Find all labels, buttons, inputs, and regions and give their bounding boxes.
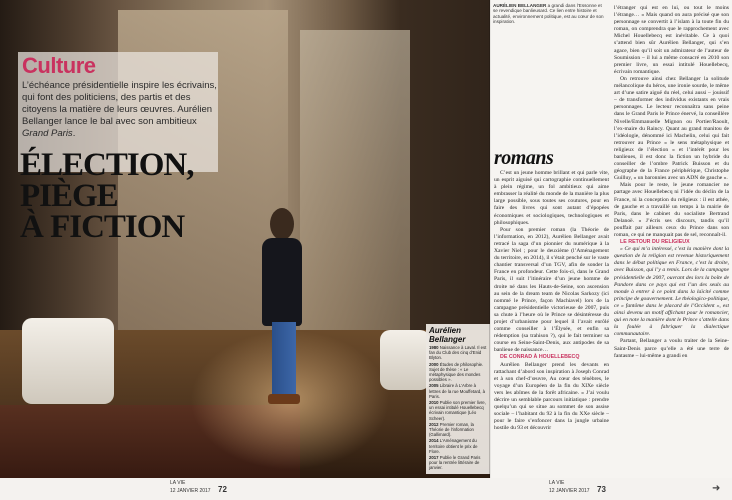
person-legs [272,322,296,396]
bio-item: 2017 Publie le Grand Paris pour la rentrée littéraire de janvier. [429,455,481,471]
window-light [300,30,410,340]
footer-magazine: LA VIE [170,480,186,486]
subhead: LE RETOUR DU RELIGIEUX [620,239,690,246]
bio-item: 2010 Publie son premier livre, un essai intitulé Houellebecq écrivain romantique (Léo Scheer). [429,400,486,421]
armchair-left [22,318,114,404]
footer-date: 12 JANVIER 2017 [170,488,211,494]
page-gutter [489,0,491,478]
paragraph: On retrouve ainsi chez Bellanger la solitude mélancolique du héros, une ironie sourde, le même art d’une satire aiguë du réel, celui aussi – jouissif – de transformer des individus existants en vrais personnages. Le lecteur reconnaîtra sans peine dans le Grand Paris le Prince énervé, la conseillère Nivelle/Emmanuelle Mignon ou Portier/Raoult, l’ex-maire du Raincy. Quant au grand manitou de l’idéologie, dénommé ici Machelin, celui qui fait retrouver au Prince « le sens métaphysique et religieux de l’élection » et l’intérêt pour les banlieues, il est donc la fiction un hybride du conseiller de l’ombre Patrick Buisson et du géographe de la France périphérique, Christophe Guilluy, « un baronnies avec un ADN de gauche ». [614,75,729,182]
headline-continued: romans [494,147,554,169]
bio-item: 2014 L’Aménagement du territoire obtient le prix de Flore. [429,438,478,454]
headline-line-2: PIÈGE [20,178,118,214]
bio-item: 1980 Naissance à Laval. Il est fan du Club des cinq d’Enid Blyton. [429,345,487,361]
headline [20,147,194,245]
paragraph: l’étranger qui est en lui, ou tout le moins l’étrange… » Mais quand on aura précisé que son personnage se convertit à l’islam à la toute fin du roman, on comprendra que le rapprochement avec Michel Houellebecq est inévitable. Ce à quoi s’attend bien sûr Aurélien Bellanger, qui s’en agace, bien qu’il soit un admirateur de l’auteur de Soumission – il lui a même consacré en 2010 son premier livre, un essai intitulé Houellebecq, écrivain romantique. [614,5,729,75]
person-shoes [268,394,300,404]
photo-caption: AURÉLIEN BELLANGER a grandi dans l’Essonne et se revendique banlieusard. Ce lien entre histoire et actualité, environnement politique, est au cœur de son inspiration. [493,3,604,25]
footer-right [365,478,732,500]
paragraph: Aurélien Bellanger prend les devants en rattachant d’abord son inspiration à Joseph Conrad et à son chef-d’œuvre, Au cœur des ténèbres, le voyage d’un Européen de la fin du XIXe siècle vers les abîmes de la forêt africaine. « J’ai voulu décrire un semblable parcours initiatique : prendre quelqu’un qui se situe au sommet de son assise sociale – l’habitant du 92 à la fin du XXe siècle – pour le faire s’enfoncer dans la jungle urbaine hostile du 93 et découvrir [494,361,609,432]
subhead: DE CONRAD À HOUELLEBECQ [500,354,580,361]
article-column-1 [494,170,609,470]
paragraph: Mais pour le reste, le jeune romancier ne partage avec Houellebecq ni l’idée du déclin de la France, ni la conception du religieux : il est athée, de gauche et a travaillé un temps à la mairie de Paris, dans le cabinet du socialiste Bertrand Delanoë. « J’écris ses discours, tandis qu’il pouffait par ailleurs ceux du Prince dans son roman, ce qui ne manquait pas de sel, reconnaît-il. [614,182,729,238]
paragraph: « Ce qui m’a intéressé, c’est la manière dont la question de la religion est revenue historiquement dans le débat politique en France, c’est la droite, avec Buisson, qui l’y a remis. Lors de la campagne présidentielle de 2007, ouvrant des lors la boîte de Pandore dans ce pays qui est l’un des seuls au monde à entrer à ce point dans la laïcité comme principe de gouvernement. Le théologico-politique, ce « fantôme dans le placard de l’Occident », est ainsi devenu un motif affichant pour le romancier, qui en note la manière dont le Prince s’attelle dans la foulée à fabriquer la dialectique communautaire. [614,246,729,338]
armchair-right [380,330,430,390]
footer-date: 12 JANVIER 2017 [549,488,590,494]
chapo: L’échéance présidentielle inspire les écrivains, qui font des politiciens, des partis et des citoyens la matière de leurs œuvres. Aurélien Bellanger lance le bal avec son ambitieux Grand Paris. [22,80,217,139]
bio-box [426,324,490,474]
arrow-right-icon: ➜ [712,483,721,494]
paragraph: Pour son premier roman (la Théorie de l’information, en 2012), Aurélien Bellanger avait retracé la saga d’un pionnier du numérique à la Xavier Niel ; pour le deuxième (l’Aménagement du territoire, en 2014), il s’était penché sur le vaste chantier transversal d’un TGV, afin de sonder la France en profondeur. Cette fois-ci, dans le Grand Paris, il suit l’itinéraire d’un jeune homme de droite né dans les Hauts-de-Seine, son ascension au sein de la dream team de Nicolas Sarkozy (ici nommé le Prince, façon Machiavel) lors de la campagne présidentielle victorieuse de 2007, puis sa chute à l’heure où le Prince se désintéresse du projet d’urbanisme pour lequel il l’avait enrôlé comme conseiller à l’Élysée, et enfin sa rédemption (sa trahison ?), qui le fait terminer sa course en Seine-Saint-Denis, aux antipodes de sa banlieue de naissance… [494,226,609,354]
page-number: 73 [597,485,606,494]
headline-line-1: ÉLECTION, [20,147,194,183]
footer-left [0,478,365,500]
page-number: 72 [218,485,227,494]
article-column-2 [614,5,729,471]
bio-item: 2005 Libraire à L’Arbre à lettres de la rue Mouffetard, à Paris. [429,383,486,399]
bio-item: 2012 Premier roman, la Théorie de l’information (Gallimard). [429,421,474,438]
section-label: Culture [22,53,96,78]
bio-name: Aurélien Bellanger [429,326,466,344]
person-body [262,238,302,326]
footer-magazine: LA VIE [549,480,565,486]
paragraph: Partant, Bellanger a voulu traiter de la Seine-Saint-Denis parce qu’elle a été une terre de fantasme – lui-même a grandi en [614,338,729,359]
person-head [270,208,294,240]
bio-item: 2000 Études de philosophie. Sujet de thèse : « Le métaphysique des mondes possibles ». [429,361,484,383]
headline-line-3: À FICTION [20,209,185,245]
paragraph: C’est un jeune homme brillant et qui parle vite, un esprit aiguisé qui cartographie continuellement à plein régime, un fol ambitieux qui aime embrasser la réalité du monde de la manière la plus large possible, sous toutes ses coutures, pour en faire des livres qui sont autant d’épopées économiques et sociologiques, technologiques et philosophiques. [494,170,609,226]
